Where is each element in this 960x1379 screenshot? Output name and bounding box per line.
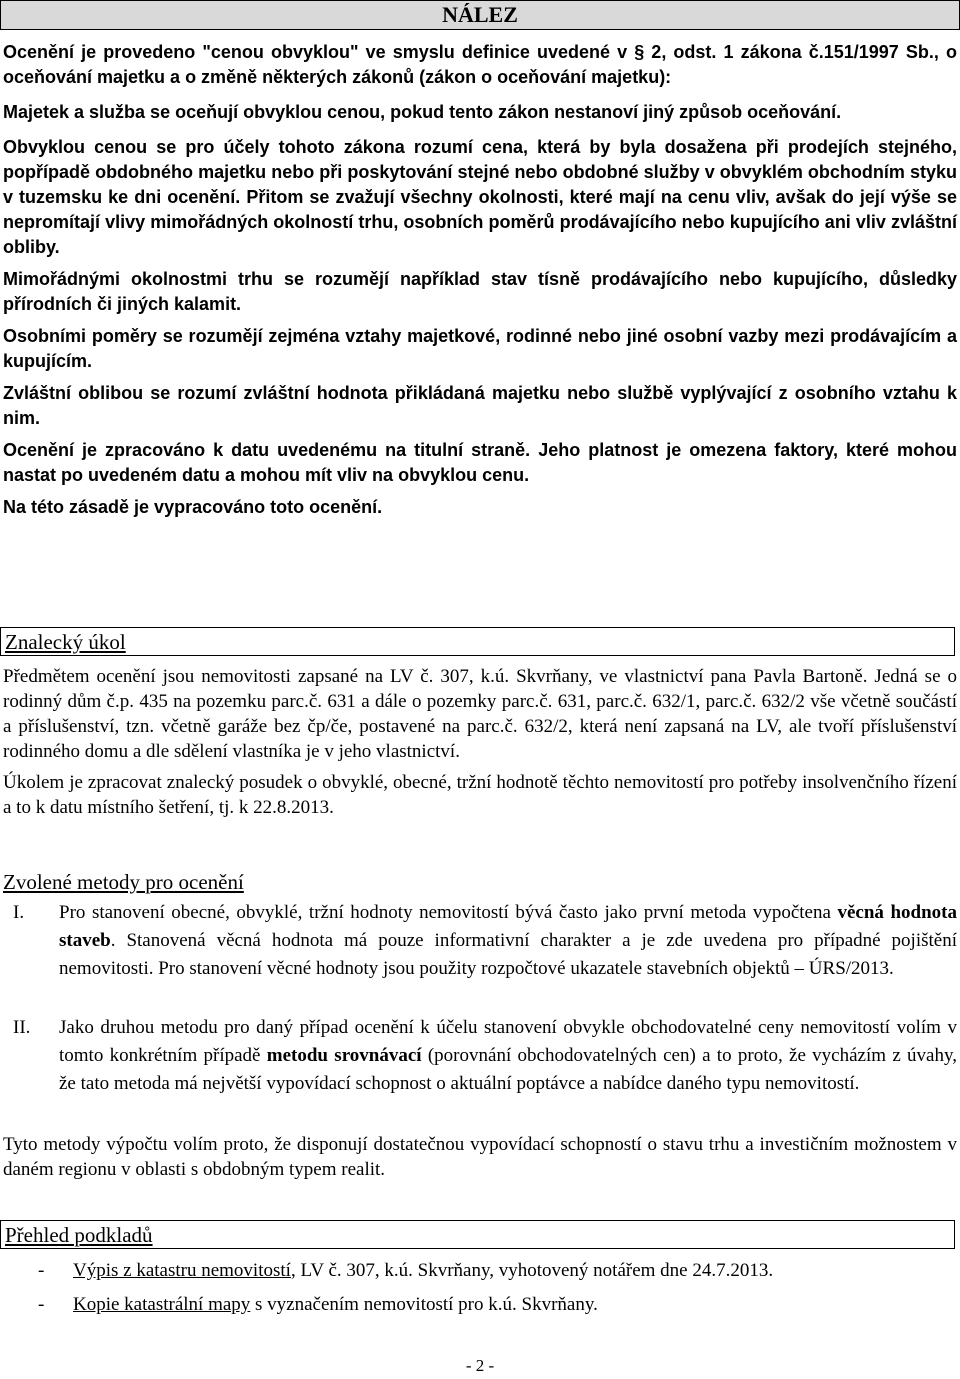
- intro-paragraph-3: [3, 135, 957, 260]
- bullet-dash: -: [38, 1294, 45, 1315]
- intro-paragraph-3b: Přitom se zvažují všechny okolnosti, které mají na cenu vliv, avšak do její výše se nepromítají vlivy mimořádných okolností trhu, osobních poměrů prodávajícího nebo kupujícího ani vliv zvláštní obliby.: [3, 187, 957, 257]
- method-text-2: Jako druhou metodu pro daný případ ocenění k účelu stanovení obvykle obchodovatelné ceny nemovitostí volím v tomto konkrétním případě metodu srovnávací (porovnání obchodovatelných cen) a to proto, že vycházím z úvahy, že tato metoda má největší vypovídací schopnost o aktuální poptávce a nabídce daného typu nemovitostí.: [59, 1017, 957, 1094]
- intro-paragraph-6: Zvláštní oblibou se rozumí zvláštní hodnota přikládaná majetku nebo službě vyplývající z osobního vztahu k nim.: [3, 383, 957, 428]
- method-item-1: [3, 899, 957, 983]
- intro-paragraph-1: Ocenění je provedeno "cenou obvyklou" ve smyslu definice uvedené v § 2, odst. 1 zákona č.151/1997 Sb., o oceňování majetku a o změně některých zákonů (zákon o oceňování majetku):: [3, 42, 957, 87]
- method-item-2: [3, 1014, 957, 1098]
- task-paragraph-2: Úkolem je zpracovat znalecký posudek o obvyklé, obecné, tržní hodnotě těchto nemovitostí pro potřeby insolvenčního řízení a to k datu místního šetření, tj. k 22.8.2013.: [3, 772, 957, 818]
- methods-closing-text: [3, 1132, 957, 1188]
- section-heading-task: Znalecký úkol: [0, 627, 955, 656]
- source-link-cadastral-map[interactable]: Kopie katastrální mapy: [73, 1294, 251, 1315]
- section-heading-methods: Zvolené metody pro ocenění: [3, 870, 244, 894]
- source-item-1: [3, 1258, 957, 1283]
- methods-closing-paragraph: Tyto metody výpočtu volím proto, že disponují dostatečnou vypovídací schopností o stavu trhu a investičním možnostem v daném regionu v oblasti s obdobným typem realit.: [3, 1134, 957, 1180]
- page-number: - 2 -: [465, 1356, 495, 1375]
- intro-paragraph-7: Ocenění je zpracováno k datu uvedenému na titulní straně. Jeho platnost je omezena faktory, které mohou nastat po uvedeném datu a mohou mít vliv na obvyklou cenu.: [3, 440, 957, 485]
- source-link-cadastre-extract[interactable]: Výpis z katastru nemovitostí: [73, 1260, 291, 1281]
- intro-paragraph-3a: Obvyklou cenou se pro účely tohoto zákona rozumí cena, která by byla dosažena při prodejích stejného, popřípadě obdobného majetku nebo při poskytování stejné nebo obdobné služby v obvyklém obchodním styku v tuzemsku ke dni ocenění.: [3, 137, 957, 207]
- source-item-1-text: Výpis z katastru nemovitostí, LV č. 307, k.ú. Skvrňany, vyhotovený notářem dne 24.7.2013.: [73, 1260, 774, 1281]
- intro-paragraph-4: Mimořádnými okolnostmi trhu se rozumějí například stav tísně prodávajícího nebo kupujícího, důsledky přírodních či jiných kalamit.: [3, 269, 957, 314]
- intro-paragraph-2: Majetek a služba se oceňují obvyklou cenou, pokud tento zákon nestanoví jiný způsob oceňování.: [3, 102, 842, 122]
- task-paragraph-1: Předmětem ocenění jsou nemovitosti zapsané na LV č. 307, k.ú. Skvrňany, ve vlastnictví pana Pavla Bartoně. Jedná se o rodinný dům č.p. 435 na pozemku parc.č. 631 a dále o pozemky parc.č. 631, parc.č. 632/1, parc.č. 632/2 vše včetně součástí a příslušenství, tzn. včetně garáže bez čp/če, postavené na parc.č. 632/2, která není zapsaná na LV, ale tvoří příslušenství rodinného domu a dle sdělení vlastníka je v jeho vlastnictví.: [3, 666, 957, 762]
- method-text-1: Pro stanovení obecné, obvyklé, tržní hodnoty nemovitostí bývá často jako první metoda vypočtena věcná hodnota staveb. Stanovená věcná hodnota má pouze informativní charakter a je zde uvedena pro případné pojištění nemovitosti. Pro stanovení věcné hodnoty jsou použity rozpočtové ukazatele stavebních objektů – ÚRS/2013.: [59, 902, 957, 979]
- task-text: [3, 664, 957, 826]
- intro-paragraph-8: Na této zásadě je vypracováno toto ocenění.: [3, 497, 383, 517]
- valuation-definition-text: [3, 40, 957, 527]
- section-title-nalez: NÁLEZ: [0, 0, 960, 30]
- intro-paragraph-5: Osobními poměry se rozumějí zejména vztahy majetkové, rodinné nebo jiné osobní vazby mezi prodávajícím a kupujícím.: [3, 326, 957, 371]
- bullet-dash: -: [38, 1260, 45, 1281]
- method-number-2: II.: [13, 1017, 31, 1038]
- source-item-2: [3, 1292, 957, 1317]
- section-heading-sources: Přehled podkladů: [0, 1220, 955, 1249]
- source-item-2-text: Kopie katastrální mapy s vyznačením nemovitostí pro k.ú. Skvrňany.: [73, 1294, 598, 1315]
- method-number-1: I.: [13, 902, 25, 923]
